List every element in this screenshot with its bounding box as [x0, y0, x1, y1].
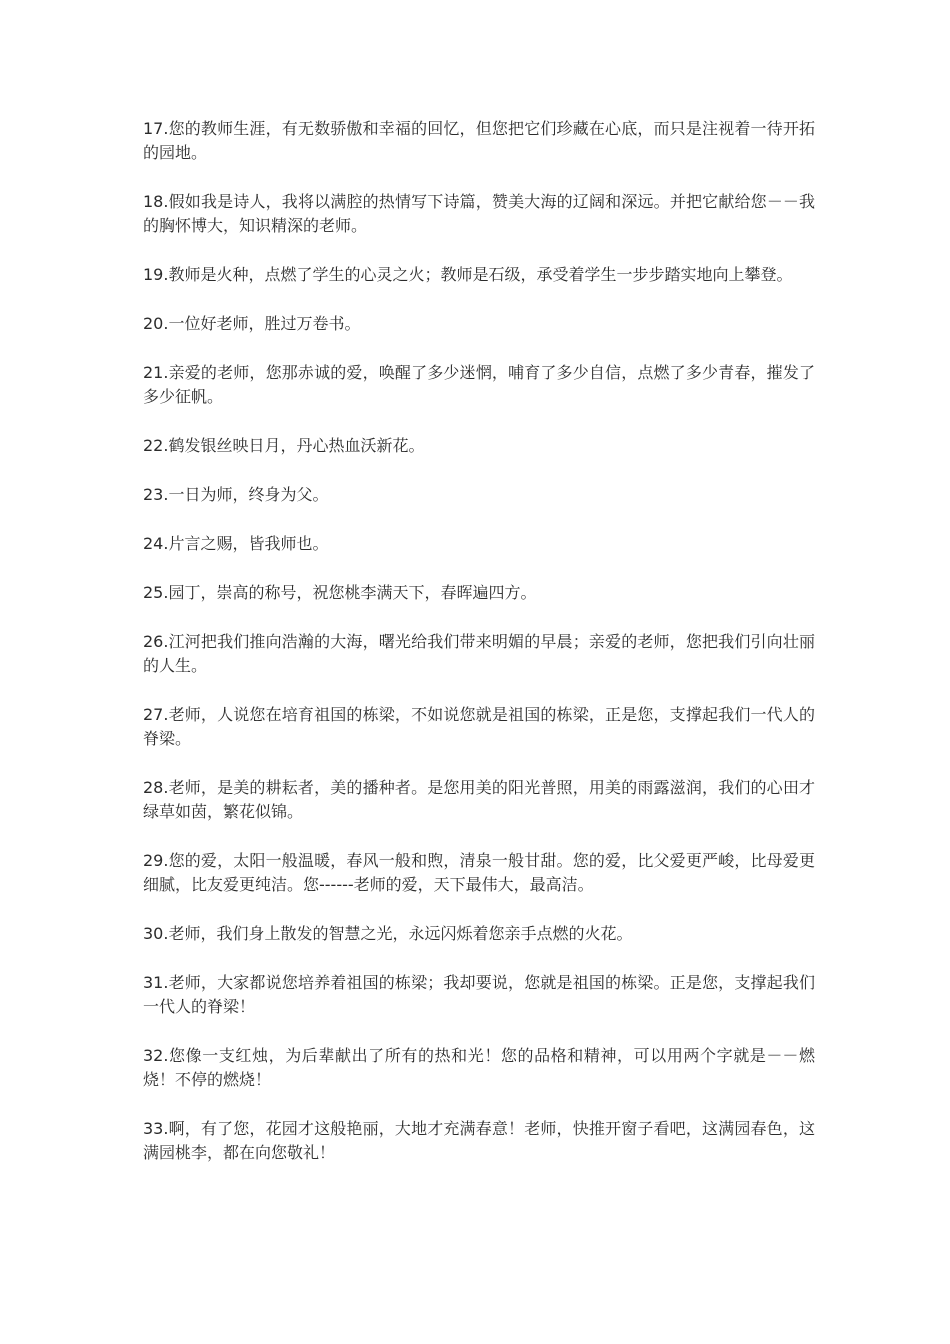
paragraph-31: 31.老师，大家都说您培养着祖国的栋梁；我却要说，您就是祖国的栋梁。正是您，支撑起我们一代人的脊梁！	[143, 973, 815, 1016]
paragraph-27: 27.老师，人说您在培育祖国的栋梁，不如说您就是祖国的栋梁，正是您，支撑起我们一代人的脊梁。	[143, 705, 815, 748]
paragraph-20: 20.一位好老师，胜过万卷书。	[143, 314, 361, 333]
paragraph-21: 21.亲爱的老师，您那赤诚的爱，唤醒了多少迷惘，哺育了多少自信，点燃了多少青春，摧发了多少征帆。	[143, 363, 815, 406]
paragraph-28: 28.老师，是美的耕耘者，美的播种者。是您用美的阳光普照，用美的雨露滋润，我们的心田才绿草如茵，繁花似锦。	[143, 778, 815, 821]
paragraph-32: 32.您像一支红烛，为后辈献出了所有的热和光！您的品格和精神，可以用两个字就是－－燃烧！不停的燃烧！	[143, 1046, 815, 1089]
document-body	[143, 117, 815, 1190]
paragraph-29: 29.您的爱，太阳一般温暖，春风一般和煦，清泉一般甘甜。您的爱，比父爱更严峻，比母爱更细腻，比友爱更纯洁。您------老师的爱，天下最伟大，最高洁。	[143, 851, 815, 894]
paragraph-26: 26.江河把我们推向浩瀚的大海，曙光给我们带来明媚的早晨；亲爱的老师，您把我们引向壮丽的人生。	[143, 632, 815, 675]
paragraph-33: 33.啊，有了您，花园才这般艳丽，大地才充满春意！老师，快推开窗子看吧，这满园春色，这满园桃李，都在向您敬礼！	[143, 1119, 815, 1162]
paragraph-23: 23.一日为师，终身为父。	[143, 485, 329, 504]
paragraph-18: 18.假如我是诗人，我将以满腔的热情写下诗篇，赞美大海的辽阔和深远。并把它献给您－－我的胸怀博大，知识精深的老师。	[143, 192, 815, 235]
paragraph-30: 30.老师，我们身上散发的智慧之光，永远闪烁着您亲手点燃的火花。	[143, 924, 633, 943]
paragraph-17: 17.您的教师生涯，有无数骄傲和幸福的回忆，但您把它们珍藏在心底，而只是注视着一待开拓的园地。	[143, 119, 815, 162]
paragraph-25: 25.园丁，崇高的称号，祝您桃李满天下，春晖遍四方。	[143, 583, 537, 602]
paragraph-22: 22.鹤发银丝映日月，丹心热血沃新花。	[143, 436, 425, 455]
paragraph-24: 24.片言之赐，皆我师也。	[143, 534, 329, 553]
paragraph-19: 19.教师是火种，点燃了学生的心灵之火；教师是石级，承受着学生一步步踏实地向上攀登。	[143, 265, 793, 284]
